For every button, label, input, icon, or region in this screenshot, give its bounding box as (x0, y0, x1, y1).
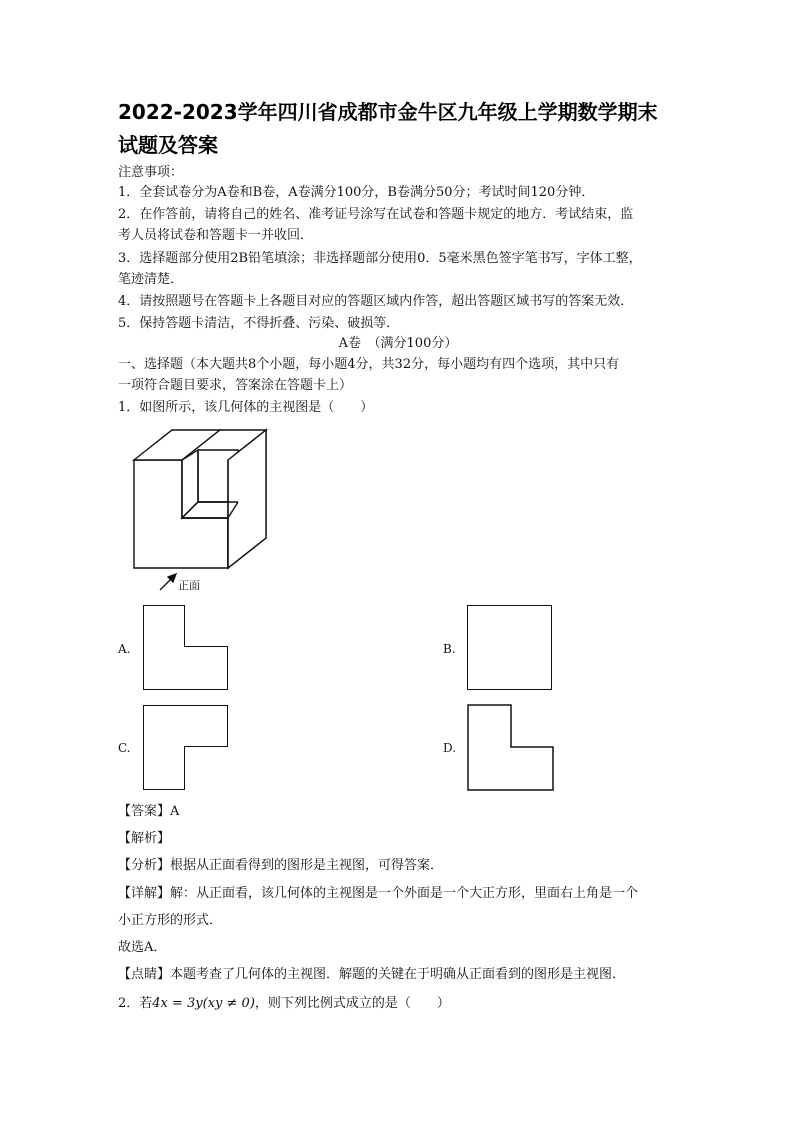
note-item: 1．全套试卷分为A卷和B卷，A卷满分100分，B卷满分50分；考试时间120分钟． (118, 185, 595, 200)
a-paper-heading: A卷 （满分100分） (338, 336, 458, 351)
section-instructions: 一、选择题（本大题共8个小题，每小题4分，共32分，每小题均有四个选项，其中只有 (118, 357, 620, 372)
note-item: 考人员将试卷和答题卡一并收回． (118, 228, 314, 243)
analysis-detail: 【详解】解：从正面看，该几何体的主视图是一个外面是一个大正方形，里面右上角是一个 (118, 886, 639, 901)
analysis-heading: 【解析】 (118, 831, 171, 846)
option-a-label: A. (118, 642, 131, 656)
section-instructions: 一项符合题目要求，答案涂在答题卡上） (118, 378, 353, 393)
note-item: 2．在作答前，请将自己的姓名、准考证号涂写在试卷和答题卡规定的地方．考试结束，监 (118, 207, 634, 222)
question-2-formula: 4x = 3y(xy ≠ 0) (152, 996, 255, 1011)
document-title-line2: 试题及答案 (118, 133, 218, 157)
note-item: 4．请按照题号在答题卡上各题目对应的答题区域内作答，超出答题区域书写的答案无效． (118, 294, 634, 309)
question-2-stem (118, 994, 690, 1014)
document-title-line1: 2022-2023学年四川省成都市金牛区九年级上学期数学期末 (118, 100, 658, 124)
question-2-suffix: ，则下列比例式成立的是（ ） (254, 996, 450, 1011)
analysis-fenxi: 【分析】根据从正面看得到的图形是主视图，可得答案． (118, 858, 444, 873)
answer: 【答案】A (118, 804, 180, 819)
front-label: 正面 (178, 579, 200, 592)
question-2-prefix: 2．若 (118, 996, 153, 1011)
comment: 【点睛】本题考查了几何体的主视图．解题的关键在于明确从正面看到的图形是主视图． (118, 967, 626, 982)
option-d-figure (467, 704, 555, 792)
analysis-detail: 小正方形的形式． (118, 913, 223, 928)
inner-square (184, 746, 228, 790)
option-d-label: D. (443, 741, 457, 755)
inner-square (184, 605, 228, 647)
solid-figure (126, 428, 276, 598)
option-c-figure (143, 705, 228, 790)
option-b-label: B. (443, 642, 456, 656)
option-c-label: C. (118, 741, 131, 755)
note-item: 笔迹清楚． (118, 272, 184, 287)
option-a-figure (143, 605, 228, 690)
notes-heading: 注意事项： (118, 165, 184, 180)
choice-statement: 故选A． (118, 940, 167, 955)
question-1-stem: 1．如图所示，该几何体的主视图是（ ） (118, 400, 374, 415)
note-item: 5．保持答题卡清洁，不得折叠、污染、破损等． (118, 316, 400, 331)
option-b-figure (467, 605, 552, 690)
note-item: 3．选择题部分使用2B铅笔填涂；非选择题部分使用0．5毫米黑色签字笔书写，字体工整， (118, 251, 642, 266)
